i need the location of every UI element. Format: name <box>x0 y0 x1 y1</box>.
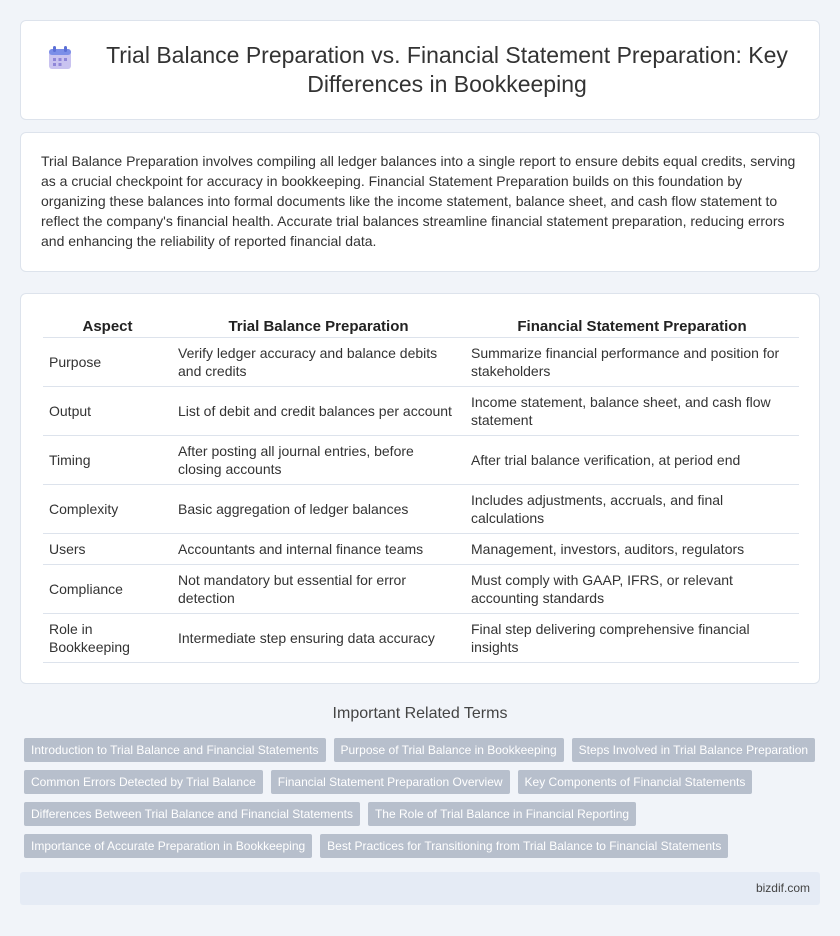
financial-statement-cell: Summarize financial performance and position for stakeholders <box>465 338 799 387</box>
trial-balance-cell: List of debit and credit balances per account <box>172 387 465 436</box>
financial-statement-cell: Includes adjustments, accruals, and final calculations <box>465 485 799 534</box>
comparison-table <box>43 314 799 663</box>
related-term-tag[interactable]: Purpose of Trial Balance in Bookkeeping <box>334 738 564 762</box>
header-aspect: Aspect <box>82 318 133 335</box>
site-name[interactable]: bizdif.com <box>755 881 810 895</box>
related-terms-list <box>24 738 820 866</box>
aspect-cell: Role in Bookkeeping <box>43 614 172 663</box>
trial-balance-cell: After posting all journal entries, before closing accounts <box>172 436 465 485</box>
related-term-tag[interactable]: Steps Involved in Trial Balance Preparation <box>572 738 815 762</box>
related-term-tag[interactable]: Key Components of Financial Statements <box>518 770 753 794</box>
financial-statement-cell: Final step delivering comprehensive financial insights <box>465 614 799 663</box>
trial-balance-cell: Accountants and internal finance teams <box>172 534 465 565</box>
intro-paragraph: Trial Balance Preparation involves compiling all ledger balances into a single report to ensure debits equal credits, serving as a crucial checkpoint for accuracy in bookkeeping. Financial Statement Preparation builds on this foundation by organizing these balances into formal documents like the income statement, balance sheet, and cash flow statement to reflect the company's financial health. Accurate trial balances streamline financial statement preparation, reducing errors and enhancing the reliability of reported financial data. <box>41 153 796 249</box>
related-term-tag[interactable]: Common Errors Detected by Trial Balance <box>24 770 263 794</box>
related-term-tag[interactable]: Importance of Accurate Preparation in Bookkeeping <box>24 834 312 858</box>
table-header-row <box>43 314 799 338</box>
related-term-tag[interactable]: Introduction to Trial Balance and Financial Statements <box>24 738 326 762</box>
table-row <box>43 614 799 663</box>
related-term-tag[interactable]: Financial Statement Preparation Overview <box>271 770 510 794</box>
aspect-cell: Users <box>43 534 172 565</box>
related-term-tag[interactable]: Best Practices for Transitioning from Trial Balance to Financial Statements <box>320 834 728 858</box>
intro-card <box>20 132 820 272</box>
header-trial-balance: Trial Balance Preparation <box>228 318 409 335</box>
financial-statement-cell: Management, investors, auditors, regulators <box>465 534 799 565</box>
financial-statement-cell: Must comply with GAAP, IFRS, or relevant accounting standards <box>465 565 799 614</box>
related-term-tag[interactable]: The Role of Trial Balance in Financial Reporting <box>368 802 636 826</box>
aspect-cell: Timing <box>43 436 172 485</box>
related-terms-heading: Important Related Terms <box>332 705 508 722</box>
table-row <box>43 338 799 387</box>
page-title: Trial Balance Preparation vs. Financial Statement Preparation: Key Differences in Bookkeeping <box>106 42 788 97</box>
aspect-cell: Complexity <box>43 485 172 534</box>
table-row <box>43 534 799 565</box>
comparison-card <box>20 293 820 684</box>
related-term-tag[interactable]: Differences Between Trial Balance and Financial Statements <box>24 802 360 826</box>
header-financial-statement: Financial Statement Preparation <box>517 318 747 335</box>
title-card <box>20 20 820 120</box>
calendar-icon <box>47 45 73 71</box>
aspect-cell: Output <box>43 387 172 436</box>
financial-statement-cell: Income statement, balance sheet, and cash flow statement <box>465 387 799 436</box>
financial-statement-cell: After trial balance verification, at period end <box>465 436 799 485</box>
table-row <box>43 387 799 436</box>
trial-balance-cell: Intermediate step ensuring data accuracy <box>172 614 465 663</box>
trial-balance-cell: Verify ledger accuracy and balance debits and credits <box>172 338 465 387</box>
table-row <box>43 436 799 485</box>
trial-balance-cell: Not mandatory but essential for error detection <box>172 565 465 614</box>
aspect-cell: Compliance <box>43 565 172 614</box>
table-row <box>43 485 799 534</box>
table-row <box>43 565 799 614</box>
footer <box>20 872 820 905</box>
trial-balance-cell: Basic aggregation of ledger balances <box>172 485 465 534</box>
aspect-cell: Purpose <box>43 338 172 387</box>
